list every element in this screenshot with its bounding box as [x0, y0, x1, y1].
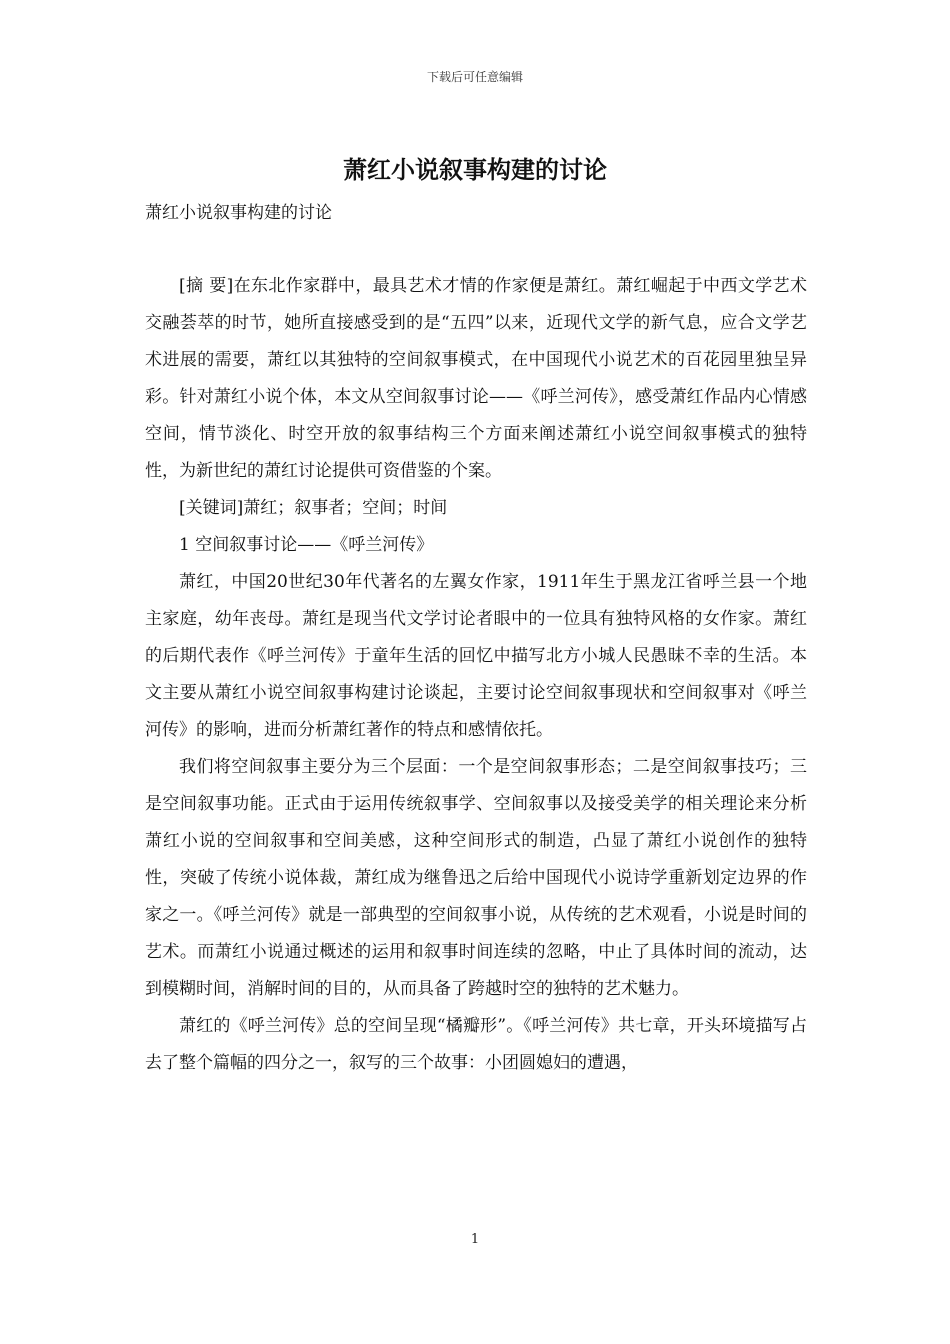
- body-paragraph: 萧红，中国20世纪30年代著名的左翼女作家，1911年生于黑龙江省呼兰县一个地主家庭，幼年丧母。萧红是现当代文学讨论者眼中的一位具有独特风格的女作家。萧红的后期代表作《呼兰河传》于童年生活的回忆中描写北方小城人民愚昧不幸的生活。本文主要从萧红小说空间叙事构建讨论谈起，主要讨论空间叙事现状和空间叙事对《呼兰河传》的影响，进而分析萧红著作的特点和感情依托。: [145, 572, 807, 740]
- page-number: 1: [470, 1232, 480, 1247]
- body-paragraph: 萧红的《呼兰河传》总的空间呈现“橘瓣形”。《呼兰河传》共七章，开头环境描写占去了整个篇幅的四分之一，叙写的三个故事：小团圆媳妇的遭遇，: [145, 1016, 807, 1073]
- document-subtitle: 萧红小说叙事构建的讨论: [145, 203, 332, 223]
- section-heading: 1 空间叙事讨论——《呼兰河传》: [179, 535, 434, 555]
- abstract-paragraph: [摘 要]在东北作家群中，最具艺术才情的作家便是萧红。萧红崛起于中西文学艺术交融荟萃的时节，她所直接感受到的是“五四”以来，近现代文学的新气息，应合文学艺术进展的需要，萧红以其独特的空间叙事模式，在中国现代小说艺术的百花园里独呈异彩。针对萧红小说个体，本文从空间叙事讨论——《呼兰河传》，感受萧红作品内心情感空间，情节淡化、时空开放的叙事结构三个方面来阐述萧红小说空间叙事模式的独特性，为新世纪的萧红讨论提供可资借鉴的个案。: [145, 276, 807, 481]
- keywords-paragraph: [关键词]萧红；叙事者；空间；时间: [179, 498, 448, 518]
- document-title: 萧红小说叙事构建的讨论: [343, 155, 607, 184]
- body-paragraph: 我们将空间叙事主要分为三个层面：一个是空间叙事形态；二是空间叙事技巧；三是空间叙事功能。正式由于运用传统叙事学、空间叙事以及接受美学的相关理论来分析萧红小说的空间叙事和空间美感，这种空间形式的制造，凸显了萧红小说创作的独特性，突破了传统小说体裁，萧红成为继鲁迅之后给中国现代小说诗学重新划定边界的作家之一。《呼兰河传》就是一部典型的空间叙事小说，从传统的艺术观看，小说是时间的艺术。而萧红小说通过概述的运用和叙事时间连续的忽略，中止了具体时间的流动，达到模糊时间，消解时间的目的，从而具备了跨越时空的独特的艺术魅力。: [145, 757, 807, 999]
- document-body: [145, 268, 807, 1082]
- header-note: 下载后可任意编辑: [426, 70, 523, 84]
